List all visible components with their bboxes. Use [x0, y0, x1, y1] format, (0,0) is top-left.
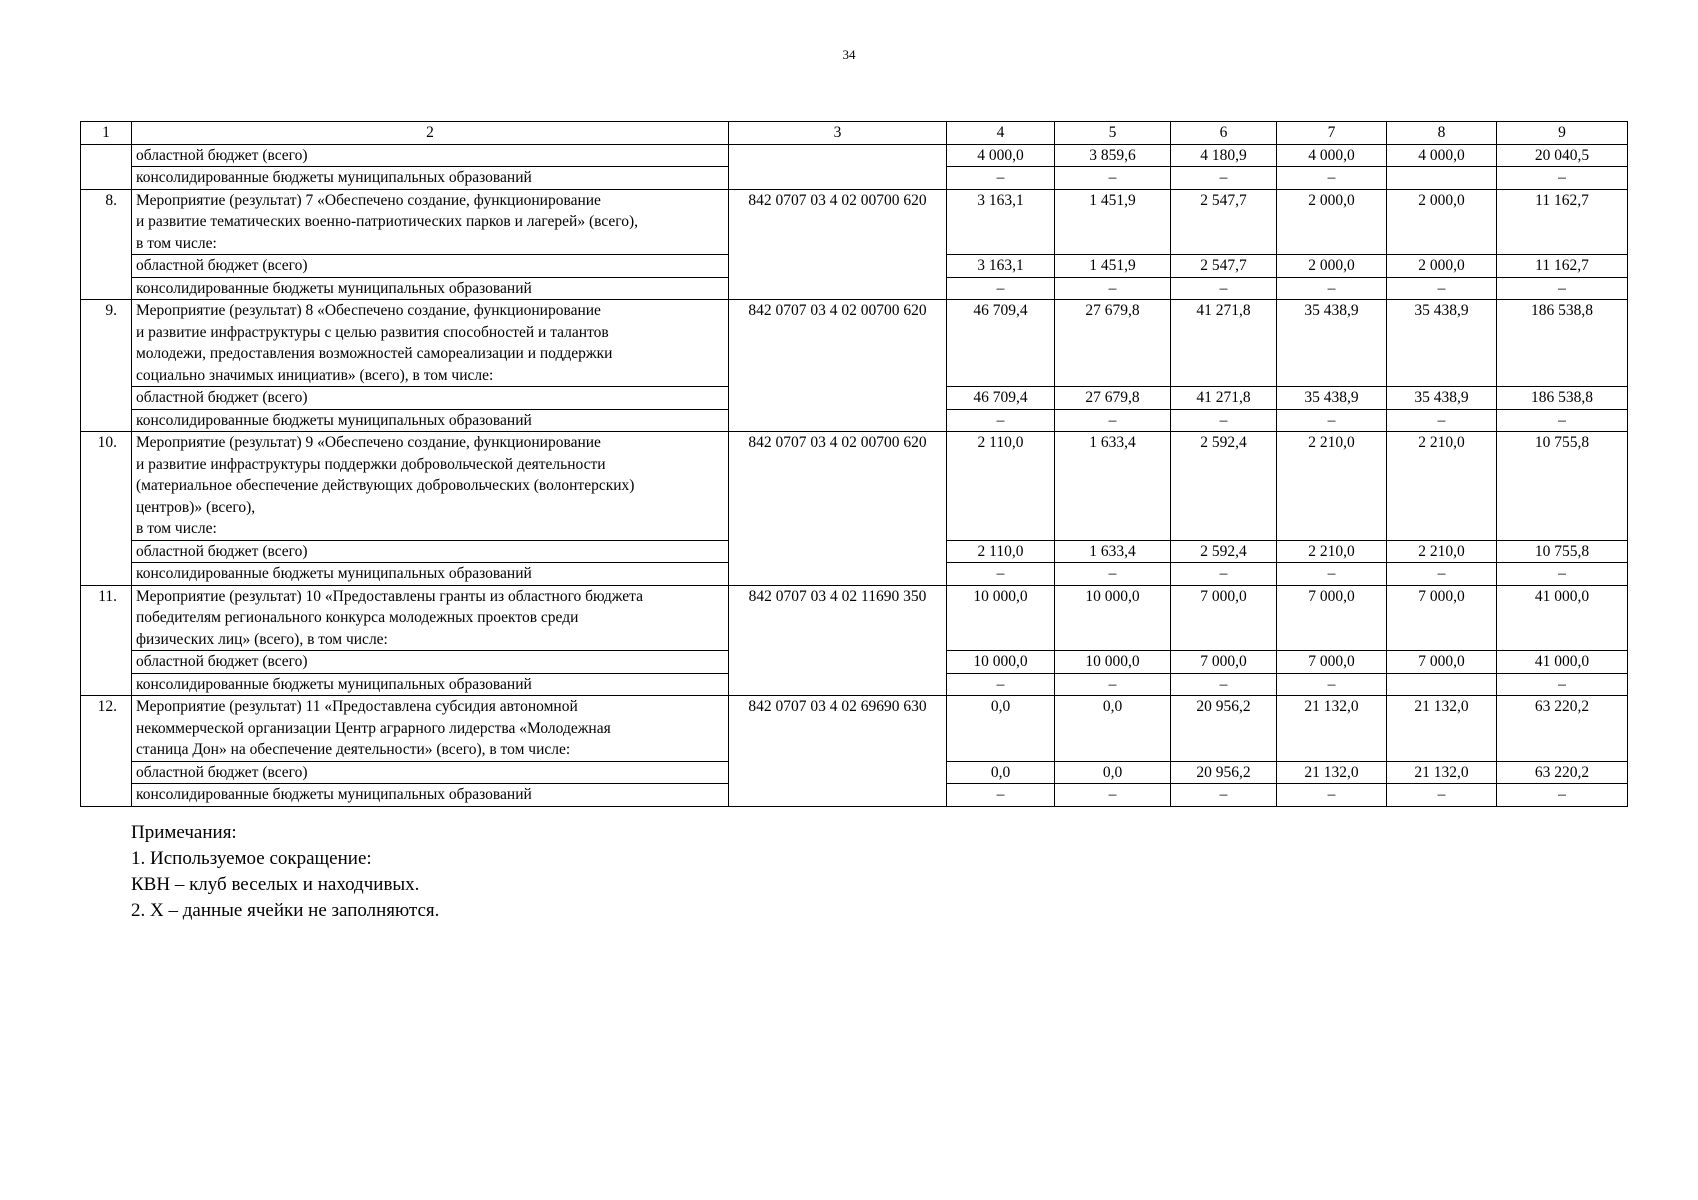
amount-cell: 2 592,4 — [1171, 432, 1277, 541]
row-number: 10. — [81, 432, 132, 586]
amount-cell: 10 000,0 — [1055, 585, 1171, 651]
amount-cell: 186 538,8 — [1497, 387, 1628, 410]
activity-description — [132, 432, 729, 541]
amount-cell: 46 709,4 — [947, 300, 1055, 387]
amount-cell: 27 679,8 — [1055, 387, 1171, 410]
empty-code-cell — [729, 144, 947, 189]
amount-cell: – — [947, 563, 1055, 586]
budget-source-label: областной бюджет (всего) — [132, 387, 729, 410]
column-number: 2 — [132, 122, 729, 145]
amount-cell: 1 451,9 — [1055, 189, 1171, 255]
description-line: некоммерческой организации Центр аграрного лидерства «Молодежная — [136, 719, 611, 737]
budget-code: 842 0707 03 4 02 00700 620 — [729, 189, 947, 300]
budget-source-label: консолидированные бюджеты муниципальных образований — [132, 563, 729, 586]
amount-cell: 10 755,8 — [1497, 540, 1628, 563]
amount-cell: – — [1055, 277, 1171, 300]
amount-cell: – — [1277, 167, 1387, 190]
amount-cell: 2 210,0 — [1277, 540, 1387, 563]
amount-cell: – — [947, 167, 1055, 190]
budget-source-label: консолидированные бюджеты муниципальных образований — [132, 673, 729, 696]
activity-row — [81, 189, 1628, 255]
amount-cell: 21 132,0 — [1387, 761, 1497, 784]
amount-cell: 1 633,4 — [1055, 432, 1171, 541]
amount-cell: – — [1497, 563, 1628, 586]
amount-cell: 7 000,0 — [1387, 585, 1497, 651]
notes — [131, 820, 439, 924]
amount-cell: – — [1497, 784, 1628, 807]
description-line: станица Дон» на обеспечение деятельности» (всего), в том числе: — [136, 741, 571, 758]
amount-cell: 2 110,0 — [947, 432, 1055, 541]
description-line: центров)» (всего), — [136, 498, 256, 516]
amount-cell: 2 000,0 — [1277, 189, 1387, 255]
amount-cell: – — [947, 784, 1055, 807]
amount-cell: – — [1171, 563, 1277, 586]
description-line: Мероприятие (результат) 7 «Обеспечено создание, функционирование — [136, 191, 601, 209]
description-line: социально значимых инициатив» (всего), в том числе: — [136, 366, 494, 384]
note-line: 1. Используемое сокращение: — [131, 848, 372, 869]
budget-source-label: областной бюджет (всего) — [132, 761, 729, 784]
amount-cell: 10 000,0 — [947, 651, 1055, 674]
budget-code: 842 0707 03 4 02 00700 620 — [729, 432, 947, 586]
budget-source-label: консолидированные бюджеты муниципальных образований — [132, 409, 729, 432]
description-line: молодежи, предоставления возможностей самореализации и поддержки — [136, 345, 613, 362]
empty-number-cell — [81, 144, 132, 189]
budget-source-label: областной бюджет (всего) — [132, 255, 729, 278]
amount-cell — [1387, 167, 1497, 190]
amount-cell: 20 040,5 — [1497, 144, 1628, 167]
amount-cell: 2 000,0 — [1387, 255, 1497, 278]
budget-source-label: консолидированные бюджеты муниципальных образований — [132, 784, 729, 807]
amount-cell: 7 000,0 — [1277, 585, 1387, 651]
amount-cell: – — [1387, 409, 1497, 432]
amount-cell: – — [1497, 167, 1628, 190]
amount-cell: 20 956,2 — [1171, 761, 1277, 784]
amount-cell: 1 633,4 — [1055, 540, 1171, 563]
amount-cell: 3 859,6 — [1055, 144, 1171, 167]
amount-cell: 10 000,0 — [1055, 651, 1171, 674]
amount-cell: – — [1171, 167, 1277, 190]
amount-cell: 2 547,7 — [1171, 189, 1277, 255]
description-line: Мероприятие (результат) 11 «Предоставлена субсидия автономной — [136, 698, 578, 715]
amount-cell: – — [1055, 409, 1171, 432]
page-number: 34 — [842, 47, 856, 62]
description-line: Мероприятие (результат) 9 «Обеспечено создание, функционирование — [136, 434, 601, 451]
amount-cell: 21 132,0 — [1277, 761, 1387, 784]
activity-row — [81, 300, 1628, 387]
activity-description — [132, 696, 729, 762]
column-number: 4 — [947, 122, 1055, 145]
activity-row — [81, 696, 1628, 762]
table-body — [81, 122, 1628, 807]
amount-cell: 2 210,0 — [1277, 432, 1387, 541]
column-number: 9 — [1497, 122, 1628, 145]
amount-cell: 35 438,9 — [1387, 387, 1497, 410]
description-line: (материальное обеспечение действующих добровольческих (волонтерских) — [136, 477, 635, 494]
amount-cell: – — [947, 673, 1055, 696]
amount-cell: 2 000,0 — [1277, 255, 1387, 278]
amount-cell: 10 000,0 — [947, 585, 1055, 651]
amount-cell: 27 679,8 — [1055, 300, 1171, 387]
budget-source-label: консолидированные бюджеты муниципальных образований — [132, 277, 729, 300]
budget-code: 842 0707 03 4 02 00700 620 — [729, 300, 947, 432]
amount-cell: – — [1171, 277, 1277, 300]
column-number: 6 — [1171, 122, 1277, 145]
amount-cell: – — [1055, 167, 1171, 190]
amount-cell: 46 709,4 — [947, 387, 1055, 410]
amount-cell: – — [1277, 563, 1387, 586]
amount-cell: – — [1387, 277, 1497, 300]
amount-cell: 20 956,2 — [1171, 696, 1277, 762]
amount-cell: 21 132,0 — [1277, 696, 1387, 762]
amount-cell: 4 180,9 — [1171, 144, 1277, 167]
amount-cell: – — [1055, 673, 1171, 696]
row-number: 9. — [81, 300, 132, 432]
amount-cell: 2 110,0 — [947, 540, 1055, 563]
amount-cell: 7 000,0 — [1171, 651, 1277, 674]
column-number: 1 — [81, 122, 132, 145]
amount-cell: 2 000,0 — [1387, 189, 1497, 255]
note-line: 2. Х – данные ячейки не заполняются. — [131, 900, 440, 921]
amount-cell: 41 000,0 — [1497, 651, 1628, 674]
amount-cell: 186 538,8 — [1497, 300, 1628, 387]
amount-cell: 4 000,0 — [947, 144, 1055, 167]
activity-description — [132, 585, 729, 651]
amount-cell: 2 210,0 — [1387, 540, 1497, 563]
row-number: 12. — [81, 696, 132, 807]
amount-cell: – — [1055, 563, 1171, 586]
column-number: 3 — [729, 122, 947, 145]
budget-table — [80, 121, 1628, 807]
description-line: в том числе: — [136, 234, 217, 252]
column-numbers-row — [81, 122, 1628, 145]
amount-cell: 63 220,2 — [1497, 761, 1628, 784]
amount-cell: 0,0 — [947, 761, 1055, 784]
description-line: и развитие инфраструктуры с целью развития способностей и талантов — [136, 323, 609, 341]
amount-cell: – — [947, 409, 1055, 432]
amount-cell: 10 755,8 — [1497, 432, 1628, 541]
amount-cell: 4 000,0 — [1387, 144, 1497, 167]
amount-cell: 3 163,1 — [947, 255, 1055, 278]
amount-cell: 11 162,7 — [1497, 255, 1628, 278]
amount-cell: – — [1277, 409, 1387, 432]
amount-cell: 1 451,9 — [1055, 255, 1171, 278]
amount-cell: 3 163,1 — [947, 189, 1055, 255]
amount-cell: – — [1277, 784, 1387, 807]
amount-cell: 21 132,0 — [1387, 696, 1497, 762]
amount-cell: – — [1387, 784, 1497, 807]
amount-cell: – — [1171, 409, 1277, 432]
amount-cell: 41 000,0 — [1497, 585, 1628, 651]
budget-code: 842 0707 03 4 02 69690 630 — [729, 696, 947, 807]
budget-code: 842 0707 03 4 02 11690 350 — [729, 585, 947, 696]
amount-cell: – — [1171, 784, 1277, 807]
amount-cell: 41 271,8 — [1171, 387, 1277, 410]
amount-cell: 7 000,0 — [1277, 651, 1387, 674]
budget-source-label: областной бюджет (всего) — [132, 144, 729, 167]
column-number: 5 — [1055, 122, 1171, 145]
note-line: КВН – клуб веселых и находчивых. — [131, 874, 420, 895]
amount-cell: 11 162,7 — [1497, 189, 1628, 255]
amount-cell: – — [1277, 277, 1387, 300]
column-number: 8 — [1387, 122, 1497, 145]
regional-budget-row — [81, 144, 1628, 167]
description-line: физических лиц» (всего), в том числе: — [136, 630, 388, 648]
amount-cell: – — [1497, 673, 1628, 696]
amount-cell: 63 220,2 — [1497, 696, 1628, 762]
amount-cell: – — [1171, 673, 1277, 696]
amount-cell: 7 000,0 — [1387, 651, 1497, 674]
amount-cell: 2 592,4 — [1171, 540, 1277, 563]
row-number: 8. — [81, 189, 132, 300]
amount-cell: – — [947, 277, 1055, 300]
amount-cell: – — [1497, 277, 1628, 300]
amount-cell: – — [1277, 673, 1387, 696]
amount-cell: 35 438,9 — [1387, 300, 1497, 387]
budget-source-label: областной бюджет (всего) — [132, 651, 729, 674]
description-line: Мероприятие (результат) 8 «Обеспечено создание, функционирование — [136, 302, 601, 319]
activity-description — [132, 189, 729, 255]
amount-cell: 2 210,0 — [1387, 432, 1497, 541]
amount-cell: 41 271,8 — [1171, 300, 1277, 387]
amount-cell: 35 438,9 — [1277, 387, 1387, 410]
amount-cell: 0,0 — [1055, 696, 1171, 762]
budget-source-label: консолидированные бюджеты муниципальных образований — [132, 167, 729, 190]
description-line: Мероприятие (результат) 10 «Предоставлены гранты из областного бюджета — [136, 587, 643, 605]
amount-cell: 35 438,9 — [1277, 300, 1387, 387]
activity-row — [81, 585, 1628, 651]
description-line: и развитие инфраструктуры поддержки добровольческой деятельности — [136, 455, 606, 473]
amount-cell: – — [1387, 563, 1497, 586]
description-line: победителям регионального конкурса молодежных проектов среди — [136, 609, 579, 626]
amount-cell: – — [1497, 409, 1628, 432]
activity-description — [132, 300, 729, 387]
budget-source-label: областной бюджет (всего) — [132, 540, 729, 563]
amount-cell: 2 547,7 — [1171, 255, 1277, 278]
column-number: 7 — [1277, 122, 1387, 145]
amount-cell: – — [1055, 784, 1171, 807]
activity-row — [81, 432, 1628, 541]
description-line: в том числе: — [136, 520, 217, 537]
notes-heading: Примечания: — [131, 822, 237, 843]
amount-cell — [1387, 673, 1497, 696]
amount-cell: 0,0 — [1055, 761, 1171, 784]
row-number: 11. — [81, 585, 132, 696]
description-line: и развитие тематических военно-патриотических парков и лагерей» (всего), — [136, 213, 639, 230]
amount-cell: 4 000,0 — [1277, 144, 1387, 167]
amount-cell: 7 000,0 — [1171, 585, 1277, 651]
amount-cell: 0,0 — [947, 696, 1055, 762]
